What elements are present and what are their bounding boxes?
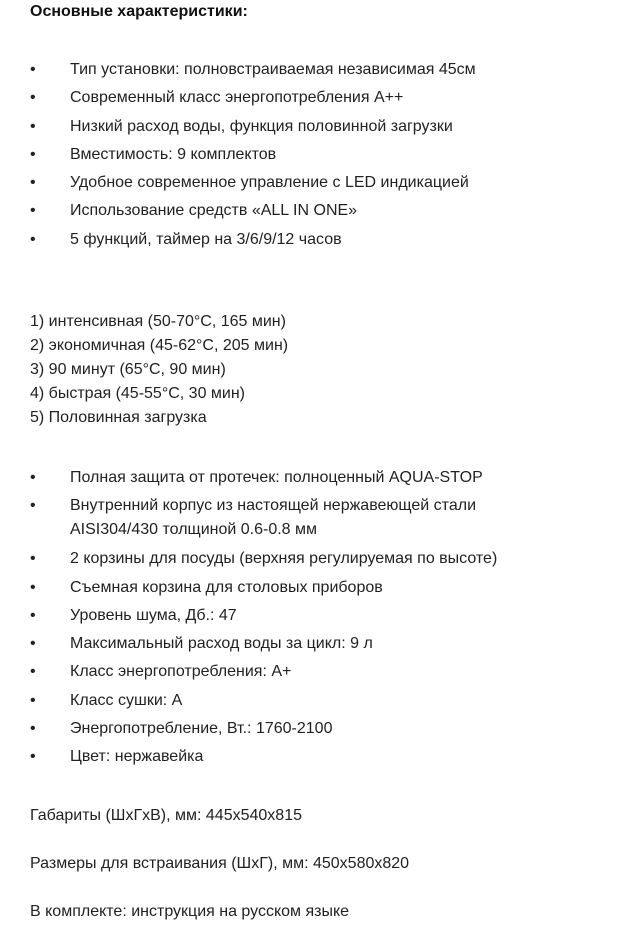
feature-item bbox=[0, 86, 620, 110]
bullet-icon: • bbox=[30, 663, 36, 681]
built-in-dimensions-text: Размеры для встраивания (ШхГ), мм: 450x580x820 bbox=[30, 855, 410, 872]
bullet-icon: • bbox=[30, 174, 36, 192]
feature-text: Вместимость: 9 комплектов bbox=[70, 145, 277, 163]
program-item: 1) интенсивная (50-70°С, 165 мин) bbox=[30, 313, 286, 330]
spec-text: Цвет: нержавейка bbox=[70, 748, 204, 766]
feature-text: Низкий расход воды, функция половинной загрузки bbox=[70, 117, 453, 135]
feature-text: Современный класс энергопотребления А++ bbox=[70, 89, 404, 107]
spec-item bbox=[0, 717, 620, 741]
dimensions-text: Габариты (ШхГхВ), мм: 445x540x815 bbox=[30, 807, 302, 824]
feature-item bbox=[0, 228, 620, 252]
spec-item bbox=[0, 689, 620, 713]
feature-item bbox=[0, 199, 620, 223]
features-list bbox=[0, 58, 620, 256]
package-text: В комплекте: инструкция на русском языке bbox=[30, 903, 350, 920]
spec-item bbox=[0, 547, 620, 571]
spec-item bbox=[0, 604, 620, 628]
bullet-icon: • bbox=[30, 117, 36, 135]
spec-text: Энергопотребление, Вт.: 1760-2100 bbox=[70, 720, 333, 738]
bullet-icon: • bbox=[30, 61, 36, 78]
bullet-icon: • bbox=[30, 202, 36, 220]
spec-item bbox=[0, 632, 620, 656]
spec-text: Внутренний корпус из настоящей нержавеющей стали AISI304/430 толщиной 0.6-0.8 мм bbox=[70, 497, 476, 539]
spec-item bbox=[0, 660, 620, 684]
bullet-icon: • bbox=[30, 720, 36, 738]
spec-item bbox=[0, 745, 620, 769]
bullet-icon: • bbox=[30, 748, 36, 766]
spec-text: Максимальный расход воды за цикл: 9 л bbox=[70, 635, 373, 653]
program-item: 4) быстрая (45-55°С, 30 мин) bbox=[30, 385, 246, 402]
bullet-icon: • bbox=[30, 469, 36, 486]
bullet-icon: • bbox=[30, 691, 36, 709]
feature-text: 5 функций, таймер на 3/6/9/12 часов bbox=[70, 230, 342, 248]
programs-list bbox=[30, 310, 288, 430]
bullet-icon: • bbox=[30, 497, 36, 515]
spec-text: Съемная корзина для столовых приборов bbox=[70, 578, 383, 596]
spec-text: Полная защита от протечек: полноценный AQUA-STOP bbox=[70, 469, 483, 486]
spec-text: Класс сушки: A bbox=[70, 691, 183, 709]
feature-item bbox=[0, 115, 620, 139]
bullet-icon: • bbox=[30, 145, 36, 163]
program-item: 2) экономичная (45-62°С, 205 мин) bbox=[30, 337, 289, 354]
bullet-icon: • bbox=[30, 89, 36, 107]
spec-text: Класс энергопотребления: A+ bbox=[70, 663, 292, 681]
feature-text: Использование средств «ALL IN ONE» bbox=[70, 202, 358, 220]
feature-text: Тип установки: полновстраиваемая независимая 45см bbox=[70, 61, 476, 78]
spec-text: 2 корзины для посуды (верхняя регулируемая по высоте) bbox=[70, 550, 498, 568]
bullet-icon: • bbox=[30, 578, 36, 596]
feature-item bbox=[0, 58, 620, 82]
spec-text: Уровень шума, Дб.: 47 bbox=[70, 606, 237, 624]
bullet-icon: • bbox=[30, 230, 36, 248]
spec-item bbox=[0, 466, 620, 490]
feature-item bbox=[0, 171, 620, 195]
spec-item bbox=[0, 576, 620, 600]
feature-item bbox=[0, 143, 620, 167]
program-item: 3) 90 минут (65°С, 90 мин) bbox=[30, 361, 226, 378]
spec-item bbox=[0, 494, 620, 542]
bullet-icon: • bbox=[30, 635, 36, 653]
section-title: Основные характеристики: bbox=[30, 3, 248, 20]
bullet-icon: • bbox=[30, 550, 36, 568]
bullet-icon: • bbox=[30, 606, 36, 624]
feature-text: Удобное современное управление с LED индикацией bbox=[70, 174, 469, 192]
program-item: 5) Половинная загрузка bbox=[30, 409, 207, 426]
specs-list bbox=[0, 466, 620, 774]
